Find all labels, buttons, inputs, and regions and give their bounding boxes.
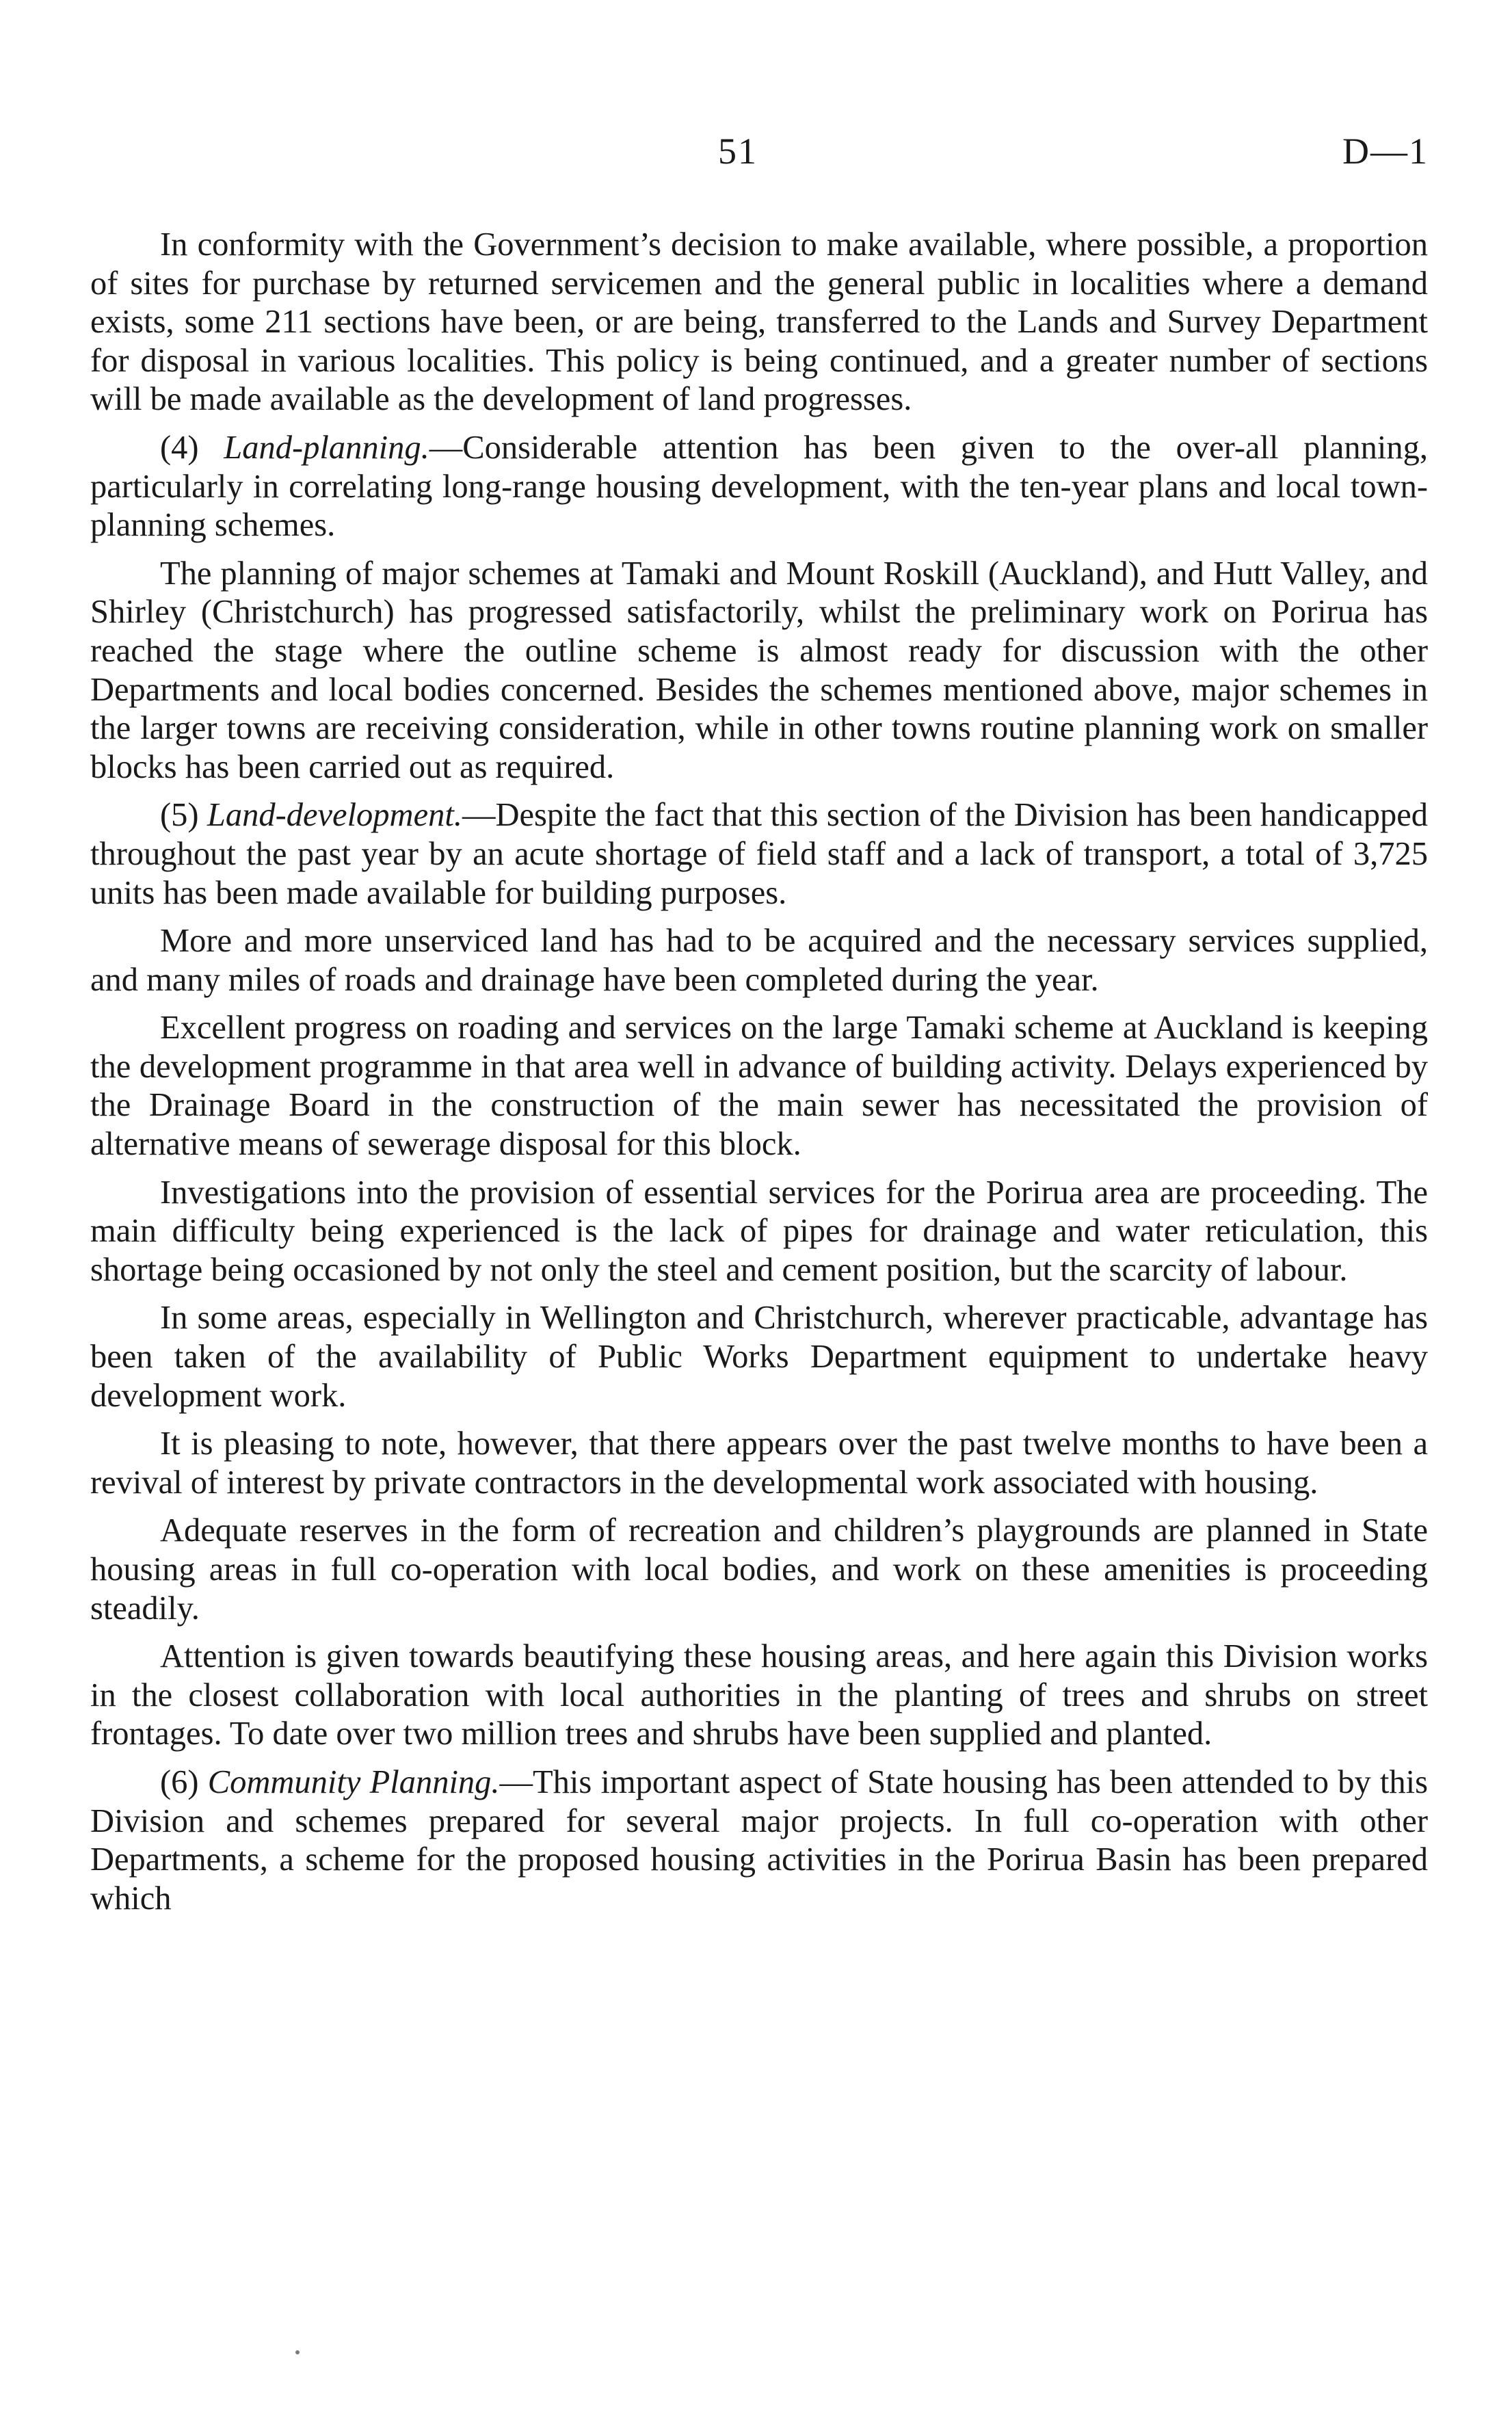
paragraph-text: Investigations into the provision of essential services for the Porirua area are proceeding. The main difficulty being experienced is the lack of pipes for drainage and water reticulation, this shortage being occasioned by not only the steel and cement position, but the scarcity of labour. — [90, 1174, 1428, 1288]
paragraph-reserves — [90, 1512, 1428, 1628]
paragraph-text: More and more unserviced land has had to be acquired and the necessary services supplied, and many miles of roads and drainage have been completed during the year. — [90, 923, 1428, 998]
paragraph-text: —Despite the fact that this section of the Division has been handicapped throughout the past year by an acute shortage of field staff and a lack of transport, a total of 3,725 units has been made available for building purposes. — [90, 797, 1428, 911]
body-text — [90, 226, 1428, 1928]
paragraph-text: Attention is given towards beautifying these housing areas, and here again this Division works in the closest collaboration with local authorities in the planting of trees and shrubs on street frontages. To date over two million trees and shrubs have been supplied and planted. — [90, 1638, 1428, 1752]
paragraph-text: Adequate reserves in the form of recreation and children’s playgrounds are planned in State housing areas in full co-operation with local bodies, and work on these amenities is proceeding steadily. — [90, 1512, 1428, 1627]
paragraph-text: —This important aspect of State housing has been attended to by this Division and schemes prepared for several major projects. In full co-operation with other Departments, a scheme for the proposed housing activities in the Porirua Basin has been prepared which — [90, 1763, 1428, 1917]
page-header — [0, 130, 1512, 185]
paragraph-porirua-services — [90, 1174, 1428, 1290]
paragraph-major-schemes — [90, 555, 1428, 787]
scan-speck — [295, 2350, 300, 2354]
paragraph-land-planning — [90, 429, 1428, 545]
paragraph-text: It is pleasing to note, however, that there appears over the past twelve months to have been a revival of interest by private contractors in the developmental work associated with housing. — [90, 1425, 1428, 1501]
paragraph-unserviced-land — [90, 922, 1428, 999]
section-heading: Land-development. — [207, 797, 462, 834]
paragraph-public-works-equipment — [90, 1299, 1428, 1415]
paragraph-text: Excellent progress on roading and services on the large Tamaki scheme at Auckland is keeping the development programme in that area well in advance of building activity. Delays experienced by the Drainage Board in the construction of the main sewer has necessitated the provision of alternative means of sewerage disposal for this block. — [90, 1010, 1428, 1163]
paragraph-beautifying — [90, 1638, 1428, 1754]
section-number: (4) — [160, 429, 199, 466]
section-number: (5) — [160, 797, 199, 834]
paragraph-text: In conformity with the Government’s decision to make available, where possible, a proportion of sites for purchase by returned servicemen and the general public in localities where a demand exists, some 211 sections have been, or are being, transferred to the Lands and Survey Department for disposal in various localities. This policy is being continued, and a greater number of sections will be made available as the development of land progresses. — [90, 226, 1428, 418]
page-number: 51 — [718, 131, 758, 172]
paragraph-sections-disposal — [90, 226, 1428, 419]
paragraph-land-development — [90, 796, 1428, 912]
section-heading: Community Planning. — [207, 1763, 500, 1800]
paragraph-text: —Considerable attention has been given to the over-all planning, particularly in correlating long-range housing development, with the ten-year plans and local town-planning schemes. — [90, 429, 1428, 544]
document-reference: D—1 — [1342, 131, 1429, 172]
section-heading: Land-planning. — [224, 429, 429, 466]
paragraph-text: In some areas, especially in Wellington and Christchurch, wherever practicable, advantage has been taken of the availability of Public Works Department equipment to undertake heavy development work. — [90, 1300, 1428, 1414]
paragraph-text: The planning of major schemes at Tamaki and Mount Roskill (Auckland), and Hutt Valley, and Shirley (Christchurch) has progressed satisfactorily, whilst the preliminary work on Porirua has reached the stage where the outline scheme is almost ready for discussion with the other Departments and local bodies concerned. Besides the schemes mentioned above, major schemes in the larger towns are receiving consideration, while in other towns routine planning work on smaller blocks has been carried out as required. — [90, 555, 1428, 785]
paragraph-tamaki-progress — [90, 1009, 1428, 1164]
section-number: (6) — [160, 1763, 199, 1800]
paragraph-community-planning — [90, 1763, 1428, 1918]
paragraph-private-contractors — [90, 1425, 1428, 1502]
